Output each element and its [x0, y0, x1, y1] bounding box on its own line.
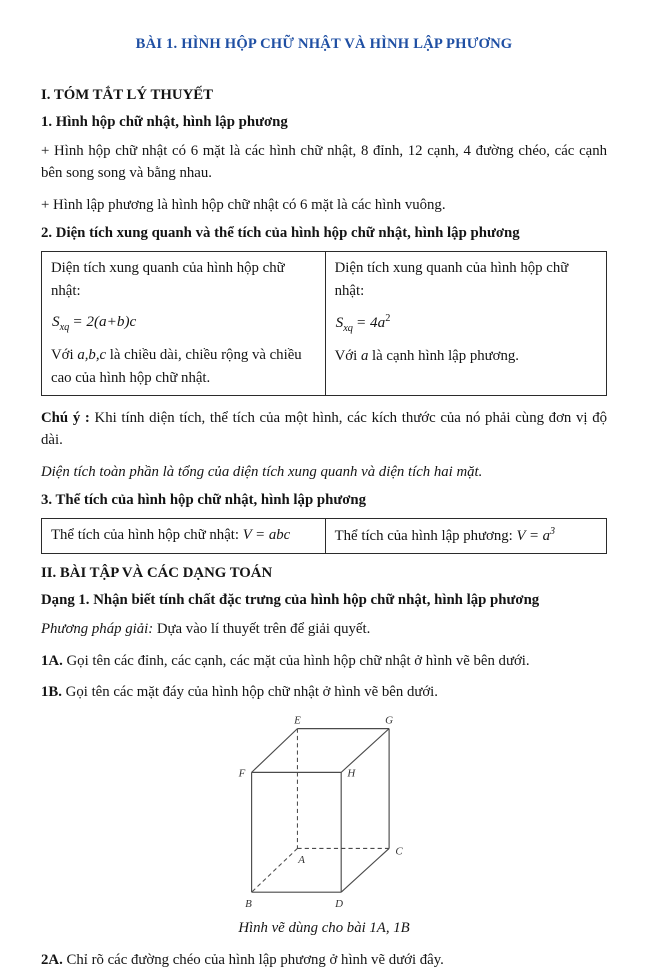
- paragraph-cuboid-properties: + Hình hộp chữ nhật có 6 mặt là các hình chữ nhật, 8 đỉnh, 12 cạnh, 4 đường chéo, các cạnh bên song song và bằng nhau.: [41, 143, 607, 182]
- cuboid-drawing: [230, 713, 418, 913]
- note-variables: a: [360, 348, 369, 365]
- surface-area-cuboid-intro: Diện tích xung quanh của hình hộp chữ nhật:: [51, 260, 285, 299]
- note-suffix: là cạnh hình lập phương.: [368, 348, 519, 365]
- paragraph-method: [41, 618, 607, 640]
- volume-cuboid-cell: [42, 519, 326, 554]
- exercise-2a: [41, 949, 607, 971]
- volume-cuboid-label: Thể tích của hình hộp chữ nhật:: [51, 527, 243, 544]
- paragraph-total-area-note: Diện tích toàn phần là tổng của diện tích xung quanh và diện tích hai mặt.: [41, 463, 483, 480]
- formula-subscript: xq: [343, 322, 353, 334]
- vertex-label-A: A: [298, 853, 305, 866]
- vertex-label-F: F: [238, 767, 246, 780]
- formula-expression: = 2(a+b)c: [72, 312, 137, 330]
- heading-section-3: 3. Thể tích của hình hộp chữ nhật, hình lập phương: [41, 492, 367, 509]
- vertex-label-B: B: [245, 897, 252, 910]
- cuboid-solid-edges: [252, 728, 390, 892]
- volume-cube-exponent: 3: [550, 526, 556, 538]
- paragraph-cube-properties: + Hình lập phương là hình hộp chữ nhật có 6 mặt là các hình vuông.: [41, 196, 446, 213]
- vertex-label-D: D: [335, 897, 344, 910]
- heading-section-1: 1. Hình hộp chữ nhật, hình lập phương: [41, 114, 288, 130]
- exercise-1a-text: Gọi tên các đỉnh, các cạnh, các mặt của hình hộp chữ nhật ở hình vẽ bên dưới.: [62, 652, 530, 669]
- volume-cube-formula: V = a: [516, 528, 551, 545]
- note-variables: a,b,c: [77, 347, 107, 364]
- exercise-2a-text: Chỉ rõ các đường chéo của hình lập phương ở hình vẽ dưới đây.: [62, 951, 444, 968]
- cuboid-figure: [41, 713, 607, 918]
- surface-area-cube-cell: [325, 252, 606, 395]
- heading-theory: I. TÓM TẮT LÝ THUYẾT: [41, 87, 213, 103]
- exercise-1b-label: 1B.: [41, 684, 62, 701]
- vertex-label-E: E: [294, 714, 301, 727]
- cube-variables-note: [335, 348, 519, 364]
- exercise-1b: [41, 681, 607, 703]
- heading-dang-1: Dạng 1. Nhận biết tính chất đặc trưng của hình hộp chữ nhật, hình lập phương: [41, 592, 540, 609]
- note-label: Chú ý :: [41, 409, 90, 426]
- surface-area-cuboid-cell: [42, 252, 326, 395]
- formula-superscript: 2: [385, 312, 391, 324]
- exercise-1a: [41, 650, 607, 672]
- volume-cube-label: Thể tích của hình lập phương:: [334, 528, 517, 545]
- vertex-label-C: C: [395, 845, 403, 858]
- note-prefix: Với: [334, 348, 361, 365]
- exercise-2a-label: 2A.: [41, 951, 63, 968]
- exercise-1b-text: Gọi tên các mặt đáy của hình hộp chữ nhật ở hình vẽ bên dưới.: [61, 684, 438, 701]
- volume-cuboid-formula: V = abc: [242, 527, 291, 544]
- heading-exercises: II. BÀI TẬP VÀ CÁC DẠNG TOÁN: [41, 565, 273, 582]
- heading-section-2: 2. Diện tích xung quanh và thể tích của hình hộp chữ nhật, hình lập phương: [41, 225, 520, 242]
- table-row: [42, 252, 607, 395]
- table-row: [42, 519, 607, 554]
- note-prefix: Với: [51, 347, 78, 364]
- formula-symbol: S: [52, 312, 60, 330]
- formula-sxq-cube: [336, 311, 597, 337]
- method-label: Phương pháp giải:: [41, 621, 154, 638]
- volume-table: [41, 518, 607, 554]
- surface-area-cube-intro: Diện tích xung quanh của hình hộp chữ nhật:: [334, 260, 569, 299]
- exercise-1a-label: 1A.: [41, 652, 63, 669]
- vertex-label-G: G: [385, 714, 394, 727]
- figure-caption: Hình vẽ dùng cho bài 1A, 1B: [238, 919, 410, 936]
- note-text: Khi tính diện tích, thể tích của một hình, các kích thước của nó phải cùng đơn vị độ dài.: [41, 409, 607, 449]
- volume-cube-cell: [325, 519, 606, 554]
- formula-sxq-cuboid: [52, 311, 316, 336]
- page-title: BÀI 1. HÌNH HỘP CHỮ NHẬT VÀ HÌNH LẬP PHƯƠNG: [135, 36, 513, 52]
- paragraph-note: [41, 407, 607, 452]
- cuboid-variables-note: [51, 347, 302, 385]
- vertex-label-H: H: [347, 767, 356, 780]
- surface-area-table: [41, 251, 607, 395]
- method-text: Dựa vào lí thuyết trên để giải quyết.: [153, 621, 371, 638]
- note-suffix: là chiều dài, chiều rộng và chiều cao của hình hộp chữ nhật.: [51, 347, 302, 386]
- formula-symbol: S: [335, 313, 344, 331]
- formula-subscript: xq: [59, 321, 70, 333]
- formula-expression: = 4a: [355, 313, 386, 331]
